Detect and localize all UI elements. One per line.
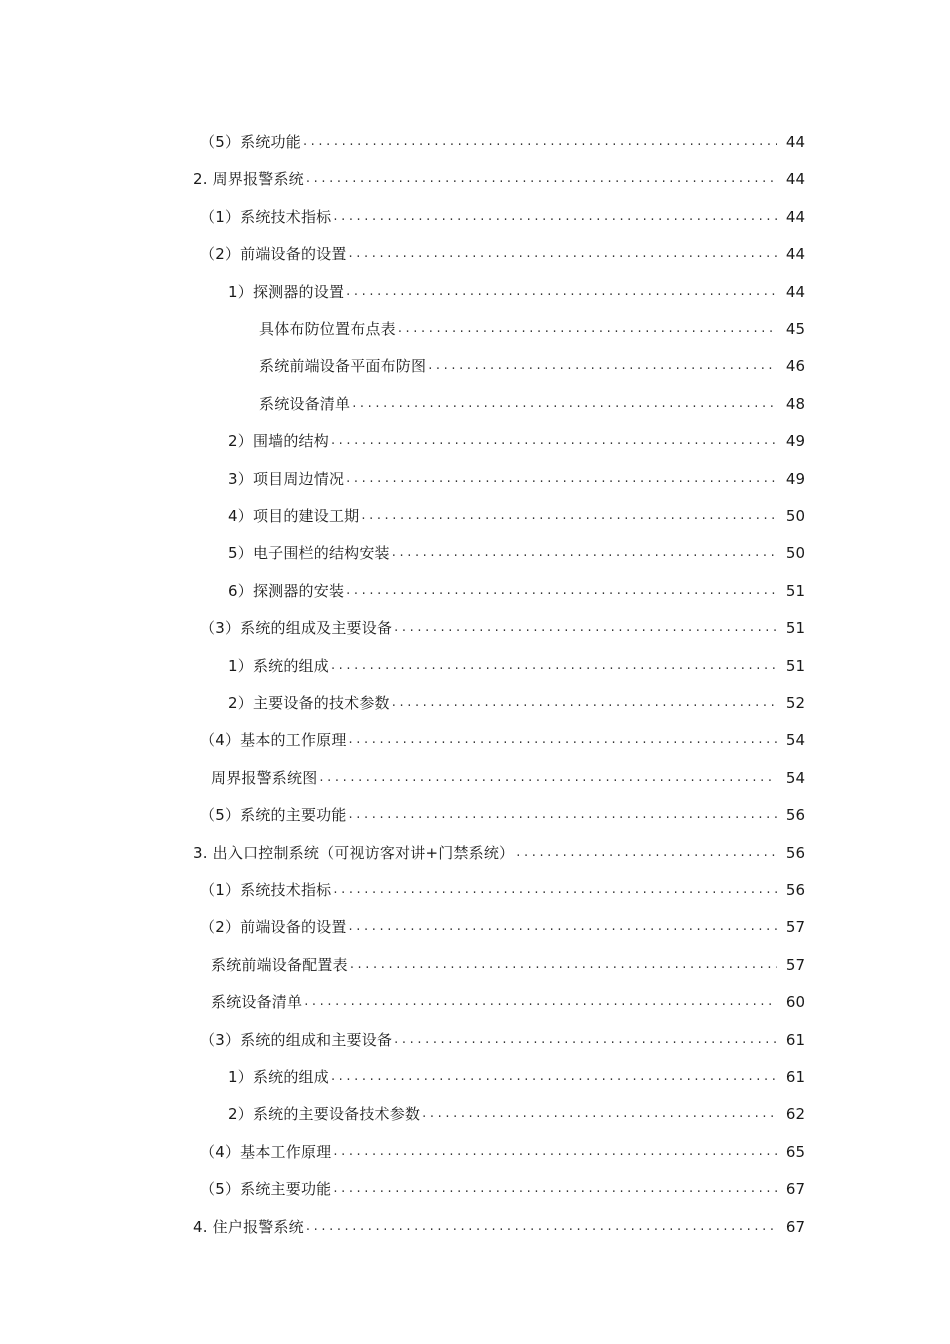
toc-entry-title: 系统设备清单 bbox=[259, 394, 351, 413]
toc-entry-title: （3）系统的组成及主要设备 bbox=[200, 619, 393, 638]
toc-entry-page: 44 bbox=[785, 133, 805, 151]
toc-leader-dots bbox=[304, 992, 777, 1012]
toc-entry-title: 1）探测器的设置 bbox=[228, 282, 345, 301]
toc-leader-dots bbox=[346, 581, 777, 601]
toc-entry[interactable] bbox=[259, 377, 805, 414]
toc-leader-dots bbox=[392, 543, 777, 563]
toc-entry-page: 56 bbox=[785, 881, 805, 899]
toc-entry-page: 54 bbox=[785, 731, 805, 750]
toc-entry-page: 65 bbox=[785, 1142, 805, 1161]
toc-entry-title: 2）系统的主要设备技术参数 bbox=[228, 1105, 421, 1124]
toc-entry-title: 周界报警系统图 bbox=[211, 768, 318, 787]
toc-entry[interactable] bbox=[200, 115, 805, 152]
toc-entry[interactable] bbox=[228, 1087, 805, 1124]
toc-entry-page: 67 bbox=[785, 1180, 805, 1199]
toc-leader-dots bbox=[350, 955, 777, 975]
toc-entry-page: 49 bbox=[785, 469, 805, 488]
toc-entry-title: 5）电子围栏的结构安装 bbox=[228, 544, 390, 563]
toc-entry-title: 具体布防位置布点表 bbox=[259, 320, 396, 338]
toc-entry-page: 57 bbox=[785, 955, 805, 974]
toc-entry-page: 60 bbox=[785, 993, 805, 1012]
toc-entry-page: 44 bbox=[785, 245, 805, 264]
toc-entry[interactable] bbox=[193, 826, 805, 863]
toc-entry-title: （1）系统技术指标 bbox=[200, 881, 332, 899]
toc-entry-page: 57 bbox=[785, 918, 805, 937]
toc-entry[interactable] bbox=[228, 526, 805, 563]
toc-entry-page: 56 bbox=[785, 843, 805, 862]
toc-entry-title: 4. 住户报警系统 bbox=[193, 1217, 304, 1236]
toc-leader-dots bbox=[333, 880, 777, 900]
toc-entry-title: 1）系统的组成 bbox=[228, 656, 329, 675]
toc-leader-dots bbox=[331, 431, 777, 451]
toc-entry[interactable] bbox=[200, 1125, 805, 1162]
toc-leader-dots bbox=[331, 656, 777, 676]
toc-entry-title: （2）前端设备的设置 bbox=[200, 245, 347, 264]
toc-entry-title: （2）前端设备的设置 bbox=[200, 918, 347, 937]
toc-entry[interactable] bbox=[228, 1050, 805, 1087]
toc-entry-page: 50 bbox=[785, 544, 805, 563]
toc-entry[interactable] bbox=[193, 152, 805, 189]
toc-entry[interactable] bbox=[228, 639, 805, 676]
toc-leader-dots bbox=[333, 1142, 777, 1162]
toc-entry-title: （4）基本工作原理 bbox=[200, 1142, 332, 1161]
toc-leader-dots bbox=[346, 282, 777, 302]
toc-entry-page: 51 bbox=[785, 619, 805, 638]
toc-entry-page: 45 bbox=[785, 320, 805, 338]
toc-entry-title: 6）探测器的安装 bbox=[228, 581, 345, 600]
toc-entry-title: 3. 出入口控制系统（可视访客对讲+门禁系统） bbox=[193, 843, 515, 862]
toc-entry-title: 1）系统的组成 bbox=[228, 1068, 329, 1086]
toc-entry[interactable] bbox=[200, 1162, 805, 1199]
toc-entry-page: 51 bbox=[785, 656, 805, 675]
toc-entry[interactable] bbox=[200, 713, 805, 750]
toc-entry-page: 62 bbox=[785, 1105, 805, 1124]
toc-leader-dots bbox=[306, 1217, 777, 1237]
toc-entry[interactable] bbox=[193, 1200, 805, 1237]
toc-entry-title: （5）系统功能 bbox=[200, 133, 301, 151]
toc-entry[interactable] bbox=[200, 1013, 805, 1050]
toc-entry[interactable] bbox=[200, 227, 805, 264]
toc-entry-page: 44 bbox=[785, 282, 805, 301]
toc-leader-dots bbox=[306, 169, 777, 189]
toc-entry-title: 2）围墙的结构 bbox=[228, 432, 329, 451]
toc-leader-dots bbox=[333, 1179, 777, 1199]
toc-entry-title: 3）项目周边情况 bbox=[228, 469, 345, 488]
toc-entry-page: 50 bbox=[785, 507, 805, 525]
toc-entry-page: 48 bbox=[785, 394, 805, 413]
toc-entry[interactable] bbox=[259, 339, 805, 376]
toc-entry-title: 2）主要设备的技术参数 bbox=[228, 694, 390, 712]
toc-entry-page: 54 bbox=[785, 768, 805, 787]
toc-entry-title: （5）系统主要功能 bbox=[200, 1180, 332, 1199]
toc-entry[interactable] bbox=[211, 975, 805, 1012]
toc-entry-page: 52 bbox=[785, 694, 805, 712]
toc-entry[interactable] bbox=[200, 190, 805, 227]
toc-entry-page: 61 bbox=[785, 1068, 805, 1086]
toc-leader-dots bbox=[392, 693, 777, 713]
toc-entry-title: 系统前端设备平面布防图 bbox=[259, 357, 427, 376]
toc-entry-page: 44 bbox=[785, 170, 805, 189]
toc-leader-dots bbox=[349, 917, 777, 937]
toc-entry[interactable] bbox=[200, 788, 805, 825]
toc-entry-title: 系统前端设备配置表 bbox=[211, 955, 348, 974]
toc-entry-title: 4）项目的建设工期 bbox=[228, 507, 360, 525]
toc-leader-dots bbox=[319, 768, 777, 788]
toc-entry-title: 2. 周界报警系统 bbox=[193, 170, 304, 189]
toc-entry-page: 67 bbox=[785, 1217, 805, 1236]
toc-entry[interactable] bbox=[228, 265, 805, 302]
toc-leader-dots bbox=[303, 132, 777, 152]
toc-entry[interactable] bbox=[228, 414, 805, 451]
toc-entry-title: （5）系统的主要功能 bbox=[200, 806, 347, 825]
toc-entry[interactable] bbox=[200, 601, 805, 638]
toc-leader-dots bbox=[398, 319, 777, 339]
toc-entry-page: 56 bbox=[785, 806, 805, 825]
toc-entry-page: 61 bbox=[785, 1030, 805, 1049]
toc-leader-dots bbox=[394, 618, 777, 638]
toc-entry[interactable] bbox=[211, 751, 805, 788]
toc-leader-dots bbox=[428, 356, 777, 376]
toc-leader-dots bbox=[331, 1067, 777, 1087]
toc-leader-dots bbox=[422, 1104, 777, 1124]
toc-entry-title: （1）系统技术指标 bbox=[200, 207, 332, 226]
toc-entry-title: （4）基本的工作原理 bbox=[200, 731, 347, 750]
toc-leader-dots bbox=[346, 469, 777, 489]
toc-leader-dots bbox=[349, 730, 777, 750]
toc-entry[interactable] bbox=[228, 489, 805, 526]
toc-entry-title: 系统设备清单 bbox=[211, 993, 303, 1012]
toc-entry[interactable] bbox=[228, 564, 805, 601]
toc-leader-dots bbox=[333, 207, 777, 227]
toc-entry[interactable] bbox=[200, 863, 805, 900]
toc-entry-page: 51 bbox=[785, 581, 805, 600]
toc-entry-page: 46 bbox=[785, 357, 805, 376]
toc-entry[interactable] bbox=[228, 676, 805, 713]
toc-entry[interactable] bbox=[228, 452, 805, 489]
toc-entry-page: 49 bbox=[785, 432, 805, 451]
toc-entry[interactable] bbox=[259, 302, 805, 339]
toc-entry-page: 44 bbox=[785, 207, 805, 226]
toc-leader-dots bbox=[516, 843, 777, 863]
toc-entry[interactable] bbox=[211, 938, 805, 975]
toc-leader-dots bbox=[352, 394, 777, 414]
toc-leader-dots bbox=[349, 244, 777, 264]
toc-entry[interactable] bbox=[200, 900, 805, 937]
toc-leader-dots bbox=[361, 506, 777, 526]
toc-leader-dots bbox=[349, 805, 777, 825]
toc-entry-title: （3）系统的组成和主要设备 bbox=[200, 1030, 393, 1049]
toc-leader-dots bbox=[394, 1030, 777, 1050]
